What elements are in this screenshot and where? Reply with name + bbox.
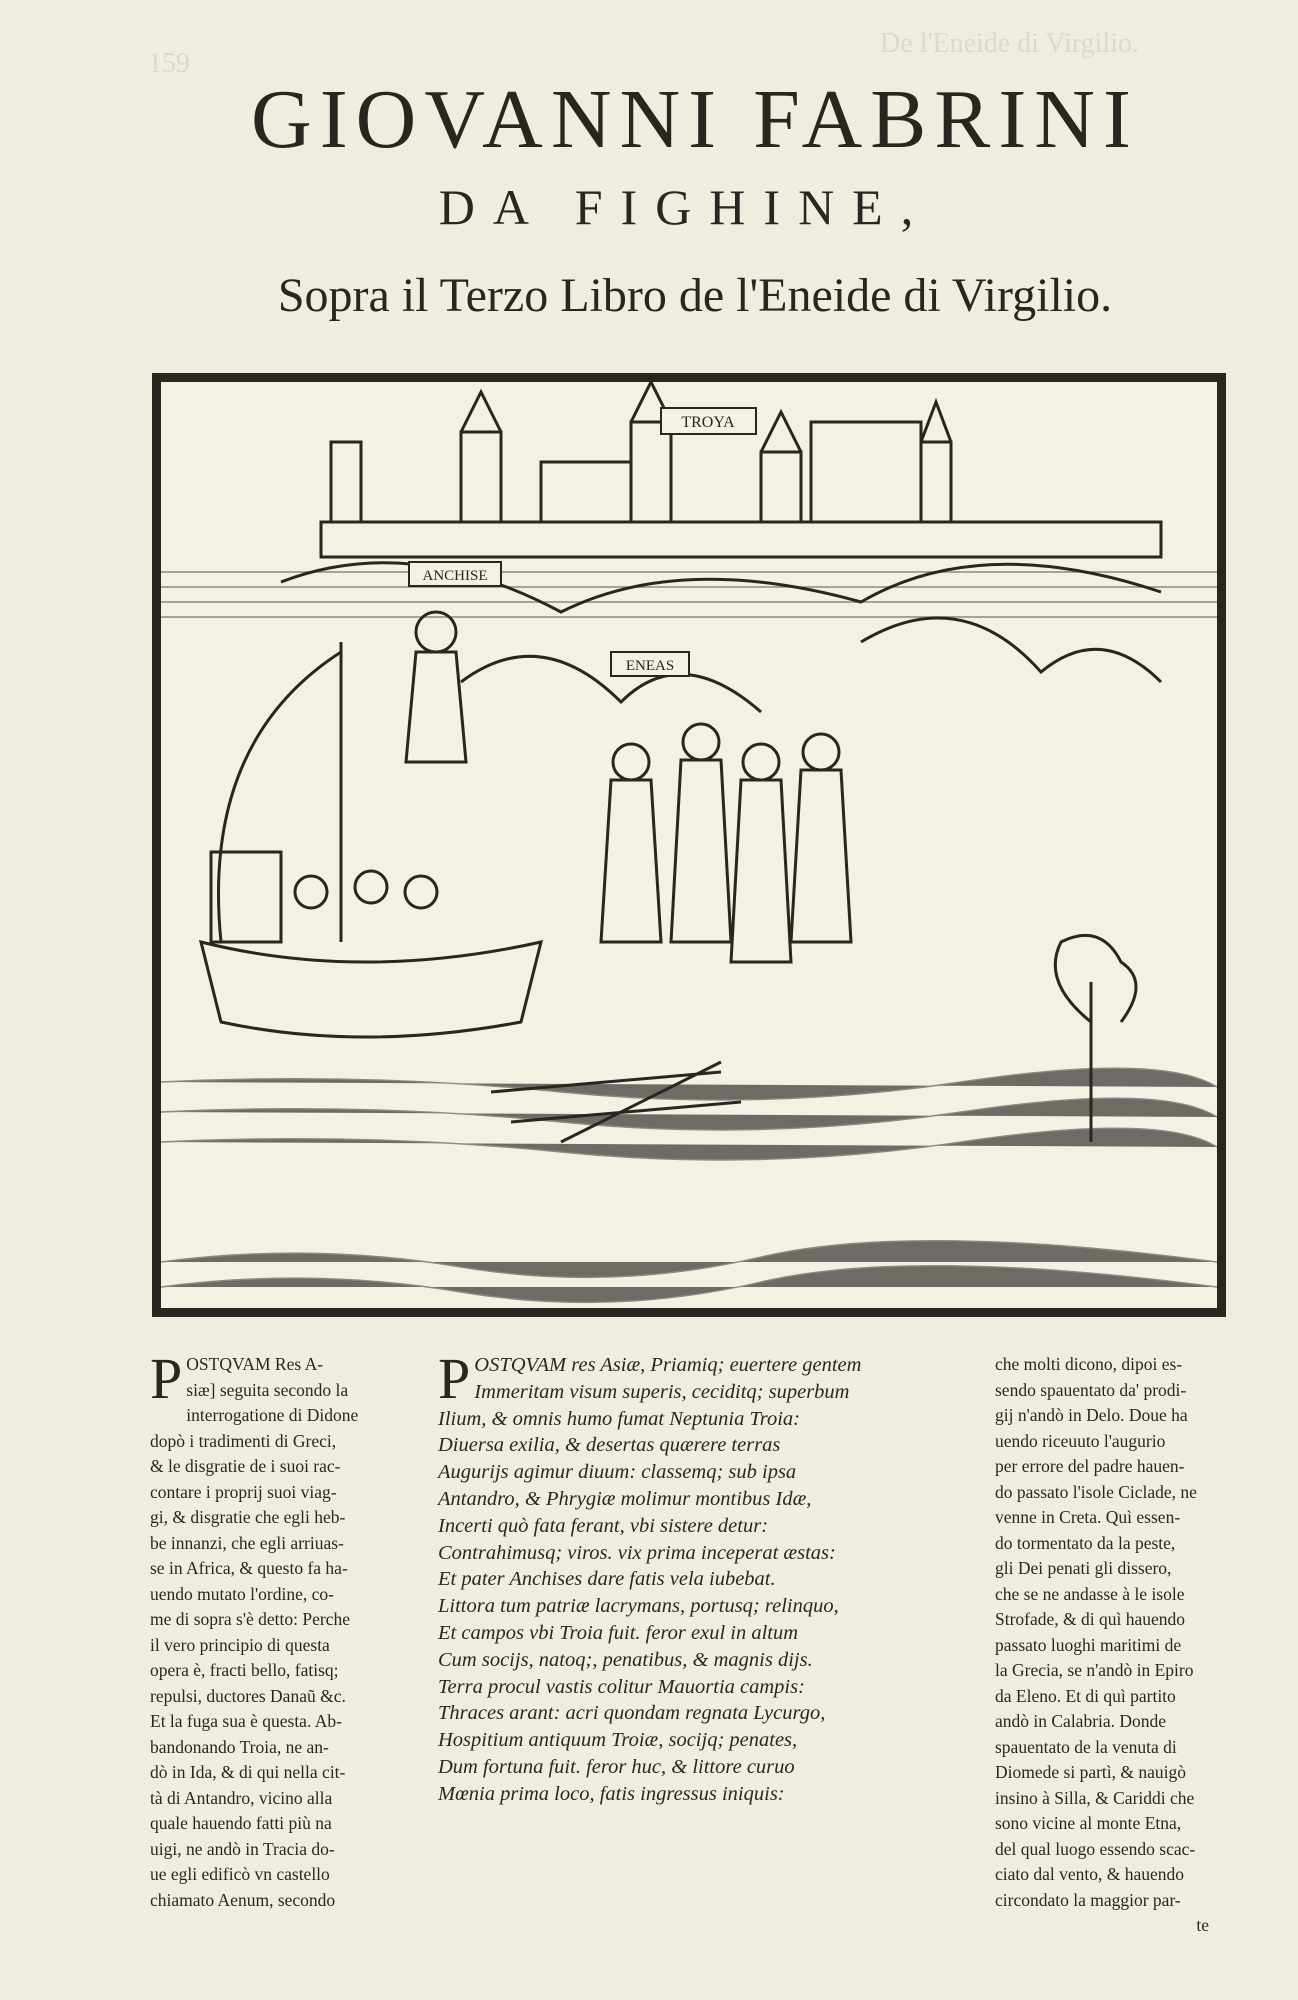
verse-column (438, 1346, 978, 1808)
verse-line: Ilium, & omnis humo fumat Neptunia Troia: (438, 1407, 800, 1430)
banner-troya (661, 408, 756, 434)
verse-line: Cum socijs, natoq;, penatibus, & magnis dijs. (438, 1648, 813, 1671)
commentary-left-line: chiamato Aenum, secondo (150, 1889, 336, 1910)
verse-line: Dum fortuna fuit. feror huc, & littore curuo (438, 1755, 795, 1778)
commentary-right-line: sono vicine al monte Etna, (995, 1813, 1182, 1833)
commentary-right-line: venne in Creta. Quì essen- (995, 1507, 1181, 1527)
bleed-through-page-number: 159 (148, 48, 190, 79)
bleed-through-running-head: De l'Eneide di Virgilio. (880, 28, 1139, 59)
catchword: te (1196, 1915, 1209, 1935)
commentary-left-line: uendo mutato l'ordine, co- (150, 1583, 334, 1604)
verse-line: Littora tum patriæ lacrymans, portusq; relinquo, (438, 1595, 839, 1618)
verse-line: Contrahimusq; viros. vix prima inceperat æstas: (438, 1541, 836, 1564)
book-subtitle: Sopra il Terzo Libro de l'Eneide di Virgilio. (277, 269, 1113, 322)
commentary-left-line: tà di Antandro, vicino alla (150, 1787, 333, 1808)
commentary-right-line: sendo spauentato da' prodi- (995, 1379, 1187, 1400)
commentary-right-line: uendo riceuuto l'augurio (995, 1430, 1166, 1451)
commentary-right-line: la Grecia, se n'andò in Epiro (995, 1660, 1194, 1680)
commentary-left-line: dopò i tradimenti di Greci, (150, 1430, 337, 1451)
commentary-left-line: Et la fuga sua è questa. Ab- (150, 1711, 342, 1731)
commentary-right-line: passato luoghi maritimi de (995, 1634, 1182, 1655)
commentary-left-line: be innanzi, che egli arriuas- (150, 1532, 344, 1553)
commentary-left-line: ue egli edificò vn castello (150, 1864, 330, 1884)
verse-line: Mœnia prima loco, fatis ingressus iniquis: (438, 1782, 785, 1805)
commentary-left-line: quale hauendo fatti più na (150, 1813, 332, 1833)
commentary-right-line: gli Dei penati gli dissero, (995, 1558, 1172, 1578)
engraved-hatching (161, 572, 1217, 1302)
verse-line: Hospitium antiquum Troiæ, socijq; penates, (438, 1729, 798, 1752)
commentary-right-line: spauentato de la venuta di (995, 1736, 1177, 1757)
banner-eneas (611, 652, 689, 676)
commentary-left-line: repulsi, ductores Danaũ &c. (150, 1685, 346, 1706)
ship (201, 642, 541, 1037)
commentary-right-line: do passato l'isole Ciclade, ne (995, 1481, 1197, 1502)
commentary-left-line: il vero principio di questa (150, 1634, 330, 1655)
commentary-left-line: uigi, ne andò in Tracia do- (150, 1838, 335, 1859)
woodcut-scene (161, 382, 1217, 1308)
commentary-left-line: gi, & disgratie che egli heb- (150, 1507, 346, 1527)
commentary-left-line: me di sopra s'è detto: Perche (150, 1609, 350, 1629)
commentary-dropcap: P (150, 1346, 183, 1411)
commentary-right-line: del qual luogo essendo scac- (995, 1838, 1196, 1859)
verse-line: Diuersa exilia, & desertas quærere terras (438, 1434, 781, 1457)
verse-line: Augurijs agimur diuum: classemq; sub ipsa (438, 1461, 797, 1484)
commentary-right-line: che molti dicono, dipoi es- (995, 1354, 1183, 1374)
commentary-left-column (150, 1346, 412, 1913)
commentary-right-line: insino à Silla, & Cariddi che (995, 1787, 1195, 1808)
commentary-right-line: per errore del padre hauen- (995, 1456, 1185, 1476)
banner-anchise-label: ANCHISE (422, 568, 488, 584)
banner-anchise (409, 562, 501, 586)
commentary-left-line: contare i proprij suoi viag- (150, 1481, 337, 1502)
commentary-left-line: siæ] seguita secondo la (186, 1379, 349, 1400)
commentary-right-line: gij n'andò in Delo. Doue ha (995, 1405, 1188, 1425)
verse-first-line: OSTQVAM res Asiæ, Priamiq; euertere gentem (474, 1354, 862, 1376)
commentary-left-line: bandonando Troia, ne an- (150, 1736, 329, 1757)
verse-line: Thraces arant: acri quondam regnata Lycurgo, (438, 1702, 826, 1725)
verse-line: Antandro, & Phrygiæ molimur montibus Idæ, (438, 1487, 812, 1510)
woodcut-illustration (152, 373, 1226, 1317)
commentary-right-line: Diomede si partì, & nauigò (995, 1762, 1187, 1782)
commentary-left-line: & le disgratie de i suoi rac- (150, 1456, 341, 1476)
author-origin-heading: DA FIGHINE, (438, 179, 932, 235)
verse-line: Et pater Anchises dare fatis vela iubebat. (438, 1568, 776, 1591)
commentary-right-line: da Eleno. Et di quì partito (995, 1685, 1176, 1706)
author-heading: GIOVANNI FABRINI (251, 73, 1139, 166)
commentary-left-line: dò in Ida, & di qui nella cit- (150, 1762, 346, 1782)
commentary-left-line: interrogatione di Didone (186, 1405, 359, 1425)
banner-troya-label: TROYA (681, 414, 735, 431)
verse-dropcap: P (438, 1346, 471, 1411)
commentary-right-line: ciato dal vento, & hauendo (995, 1864, 1185, 1884)
commentary-right-line: do tormentato da la peste, (995, 1532, 1176, 1553)
verse-line: Terra procul vastis colitur Mauortia campis: (438, 1675, 805, 1698)
verse-line: Immeritam visum superis, ceciditq; superbum (474, 1380, 850, 1403)
commentary-right-line: che se ne andasse à le isole (995, 1583, 1185, 1604)
commentary-right-line: Strofade, & di quì hauendo (995, 1609, 1186, 1629)
commentary-right-line: circondato la maggior par- (995, 1889, 1181, 1910)
banner-eneas-label: ENEAS (625, 658, 675, 674)
verse-line: Incerti quò fata ferant, vbi sistere detur: (438, 1514, 769, 1537)
verse-line: Et campos vbi Troia fuit. feror exul in altum (438, 1621, 799, 1644)
commentary-left-line: se in Africa, & questo fa ha- (150, 1558, 348, 1578)
commentary-left-line: OSTQVAM Res A- (186, 1354, 324, 1374)
commentary-left-line: opera è, fracti bello, fatisq; (150, 1660, 339, 1680)
commentary-right-column (995, 1352, 1227, 1939)
commentary-right-line: andò in Calabria. Donde (995, 1711, 1167, 1731)
